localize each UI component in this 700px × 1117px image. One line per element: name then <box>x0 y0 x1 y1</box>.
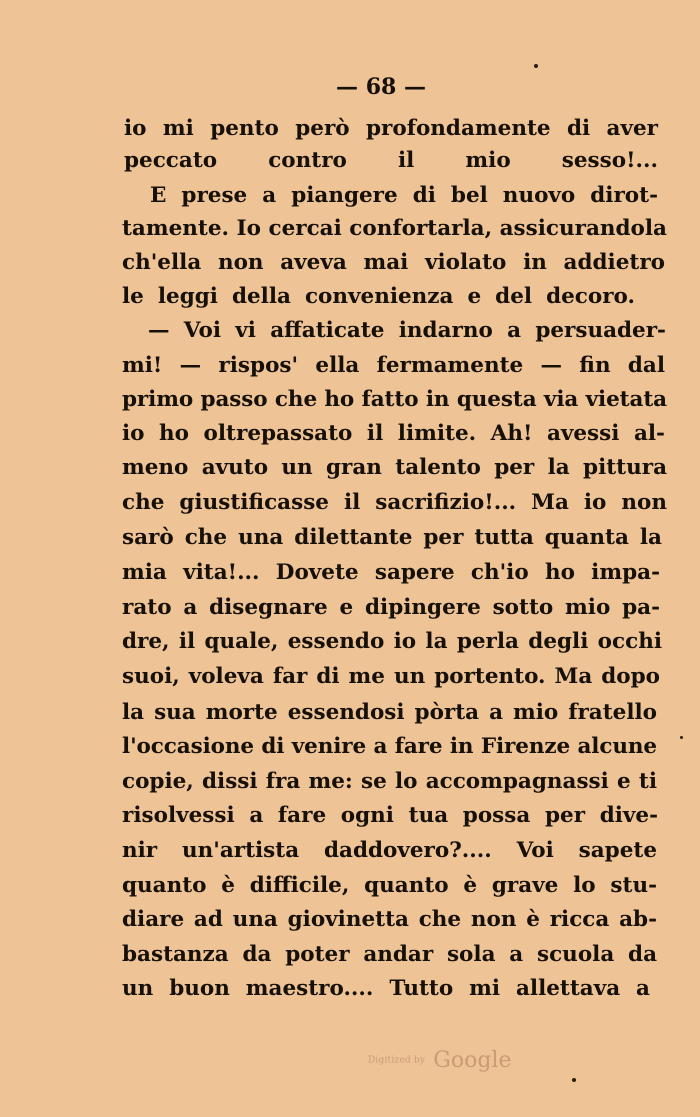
text-line: che giustificasse il sacrifizio!... Ma io non <box>122 490 667 515</box>
text-line: sarò che una dilettante per tutta quanta la <box>122 525 662 550</box>
text-line: mi! — rispos' ella fermamente — fin dal <box>122 353 665 378</box>
text-line: copie, dissi fra me: se lo accompagnassi e ti <box>122 769 657 794</box>
text-line: risolvessi a fare ogni tua possa per dive- <box>122 803 658 828</box>
text-line: tamente. Io cercai confortarla, assicurandola <box>122 216 667 241</box>
text-line: bastanza da poter andar sola a scuola da <box>122 942 657 967</box>
text-line: suoi, voleva far di me un portento. Ma dopo <box>122 664 660 689</box>
ink-speck <box>572 1078 576 1082</box>
text-line: mia vita!... Dovete sapere ch'io ho impa- <box>122 560 660 585</box>
ink-speck <box>534 64 538 68</box>
digitized-watermark <box>368 1048 511 1073</box>
text-line: rato a disegnare e dipingere sotto mio pa- <box>122 595 660 620</box>
text-line: — Voi vi affaticate indarno a persuader- <box>148 318 666 343</box>
page-number: — 68 — <box>336 74 426 100</box>
text-line: nir un'artista daddovero?.... Voi sapete <box>122 838 657 863</box>
ink-speck <box>680 736 683 739</box>
text-line: la sua morte essendosi pòrta a mio fratello <box>122 700 657 725</box>
text-line: diare ad una giovinetta che non è ricca ab- <box>122 907 657 932</box>
text-line: le leggi della convenienza e del decoro. <box>122 284 635 309</box>
text-line: io mi pento però profondamente di aver <box>124 116 658 141</box>
text-line: E prese a piangere di bel nuovo dirot- <box>150 183 658 208</box>
text-line: io ho oltrepassato il limite. Ah! avessi al- <box>122 421 665 446</box>
text-line: quanto è difficile, quanto è grave lo stu- <box>122 873 657 898</box>
text-line: peccato contro il mio sesso!... <box>124 148 658 173</box>
text-line: dre, il quale, essendo io la perla degli occhi <box>122 629 662 654</box>
text-line: primo passo che ho fatto in questa via vietata <box>122 387 667 412</box>
text-line: meno avuto un gran talento per la pittura <box>122 455 667 480</box>
watermark-brand: Google <box>433 1048 512 1073</box>
text-line: un buon maestro.... Tutto mi allettava a <box>122 976 650 1001</box>
watermark-prefix: Digitized by <box>368 1055 426 1066</box>
text-line: ch'ella non aveva mai violato in addietro <box>122 250 665 275</box>
text-line: l'occasione di venire a fare in Firenze alcune <box>122 734 657 759</box>
